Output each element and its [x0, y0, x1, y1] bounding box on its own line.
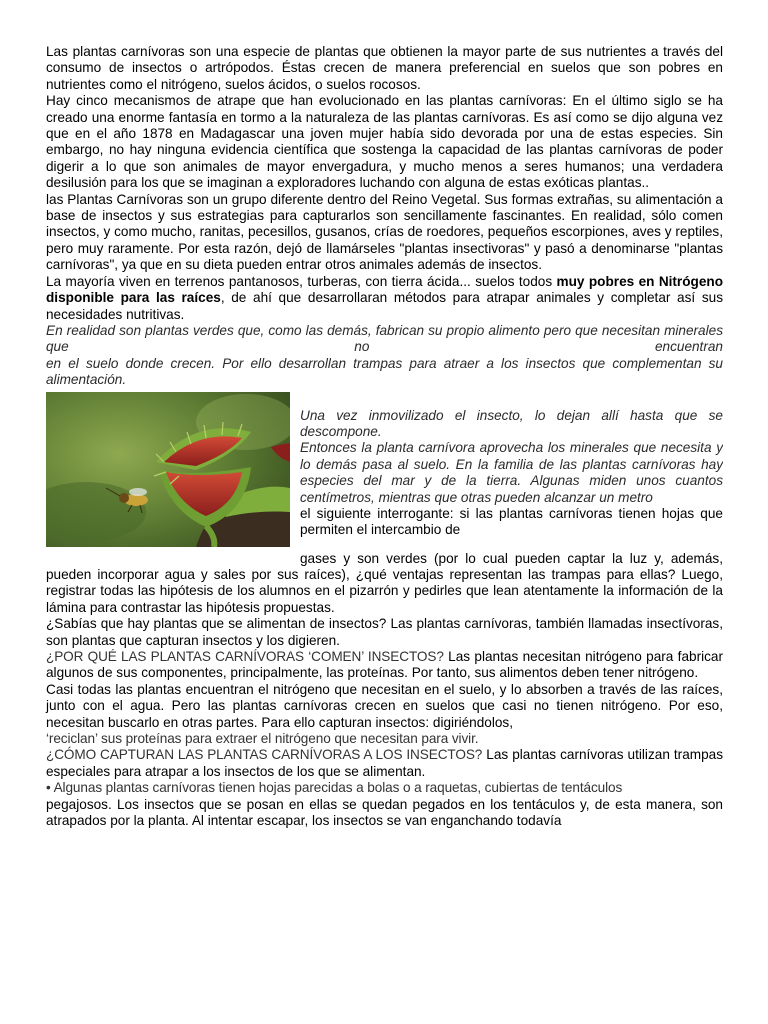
how-capture-heading: ¿CÓMO CAPTURAN LAS PLANTAS CARNÍVORAS A LOS INSECTOS?	[46, 747, 483, 763]
paragraph-did-you-know: ¿Sabías que hay plantas que se alimentan de insectos? Las plantas carnívoras, también llamadas insectívoras, son plantas que capturan insectos y los digieren.	[46, 616, 723, 648]
paragraph-how-capture	[46, 747, 723, 780]
paragraph-sticky: pegajosos. Los insectos que se posan en ellas se quedan pegados en los tentáculos y, de esta manera, son atrapados por la planta. Al intentar escapar, los insectos se van enganchando todavía	[46, 796, 723, 829]
document-page	[46, 44, 723, 829]
paragraph-mechanisms: Hay cinco mecanismos de atrape que han evolucionado en las plantas carnívoras: En el último siglo se ha creado una enorme fantasía en tormo a la naturaleza de las plantas carnívoras. Es así como se dijo alguna vez que en el año 1878 en Madagascar una joven mujer había sido devorada por una de estas especies. Sin embargo, no hay ninguna evidencia científica que sostenga la capacidad de las plantas carnívoras de poder digerir a lo que son animales de mayor envergadura, y mucho menos a seres humanos; una verdadera desilusión para los que se imaginan a exploradores luchando con alguna de estas exóticas plantas..	[46, 93, 723, 191]
paragraph-family: Entonces la planta carnívora aprovecha los minerales que necesita y lo demás pasa al suelo. En la familia de las plantas carnívoras hay especies del mar y de la tierra. Algunas miden unos cuantos centímetros, mientras que otras pueden alcanzar un metro	[300, 440, 723, 505]
paragraph-habitat	[46, 274, 723, 323]
habitat-text-end: , de ahí que desarrollaran métodos para atrapar animales y completar así sus necesidades nutritivas.	[46, 290, 723, 322]
paragraph-immobilized: Una vez inmovilizado el insecto, lo dejan allí hasta que se descompone.	[300, 407, 723, 439]
paragraph-nitrogen: Casi todas las plantas encuentran el nitrógeno que necesitan en el suelo, y lo absorben a través de las raíces, junto con el agua. Pero las plantas carnívoras crecen en suelos que casi no tienen nitrógeno. Por eso, necesitan buscarlo en otras partes. Para ello capturan insectos: digiriéndolos,	[46, 681, 723, 730]
paragraph-question-start: el siguiente interrogante: si las plantas carnívoras tienen hojas que permiten el intercambio de	[300, 505, 723, 538]
habitat-text-start: La mayoría viven en terrenos pantanosos, turberas, con tierra ácida... suelos todos	[46, 273, 557, 289]
venus-flytrap-photo	[46, 392, 290, 547]
how-capture-body: Las plantas carnívoras utilizan trampas especiales para atrapar a los insectos de los que se alimentan.	[46, 747, 723, 779]
habitat-bold: muy pobres en Nitrógeno disponible para las raíces	[46, 273, 724, 306]
figure-block	[46, 392, 723, 551]
why-eat-body: Las plantas necesitan nitrógeno para fabricar algunos de sus componentes, principalmente, las proteínas. Por tanto, sus alimentos deben tener nitrógeno.	[46, 648, 724, 681]
paragraph-group: las Plantas Carnívoras son un grupo diferente dentro del Reino Vegetal. Sus formas extrañas, su alimentación a base de insectos y sus estrategias para capturarlos son sencillamente fascinantes. En realidad, sólo comen insectos, y como mucho, ranitas, pecesillos, gusanos, crías de roedores, pequeños escorpiones, aves y reptiles, pero muy raramente. Por esta razón, dejó de llamárseles "plantas insectivoras" y pasó a denominarse "plantas carnívoras", ya que en su dieta pueden entrar otros animales además de insectos.	[46, 191, 723, 273]
paragraph-green-plants-2: en el suelo donde crecen. Por ello desarrollan trampas para atraer a los insectos que complementan su alimentación.	[46, 355, 723, 388]
paragraph-intro: Las plantas carnívoras son una especie de plantas que obtienen la mayor parte de sus nutrientes a través del consumo de insectos o artrópodos. Éstas crecen de manera preferencial en suelos que son pobres en nutrientes como el nitrógeno, suelos ácidos, o suelos rocosos.	[46, 44, 723, 92]
paragraph-advantages: gases y son verdes (por lo cual pueden captar la luz y, además, pueden incorporar agua y sales por sus raíces), ¿qué ventajas representan las trampas para ellas? Luego, registrar todas las hipótesis de los alumnos en el pizarrón y pedirles que lean atentamente la información de la lámina para contrastar las hipótesis propuestas.	[46, 550, 723, 615]
paragraph-recycle: ‘reciclan’ sus proteínas para extraer el nitrógeno que necesitan para vivir.	[46, 731, 479, 746]
paragraph-green-plants-1: En realidad son plantas verdes que, como las demás, fabrican su propio alimento pero que necesitan minerales que no encuentran	[46, 322, 723, 355]
why-eat-heading: ¿POR QUÉ LAS PLANTAS CARNÍVORAS ‘COMEN’ INSECTOS?	[46, 648, 444, 664]
paragraph-bullet-tentacles: • Algunas plantas carnívoras tienen hojas parecidas a bolas o a raquetas, cubiertas de tentáculos	[46, 780, 623, 796]
paragraph-why-eat	[46, 649, 723, 682]
